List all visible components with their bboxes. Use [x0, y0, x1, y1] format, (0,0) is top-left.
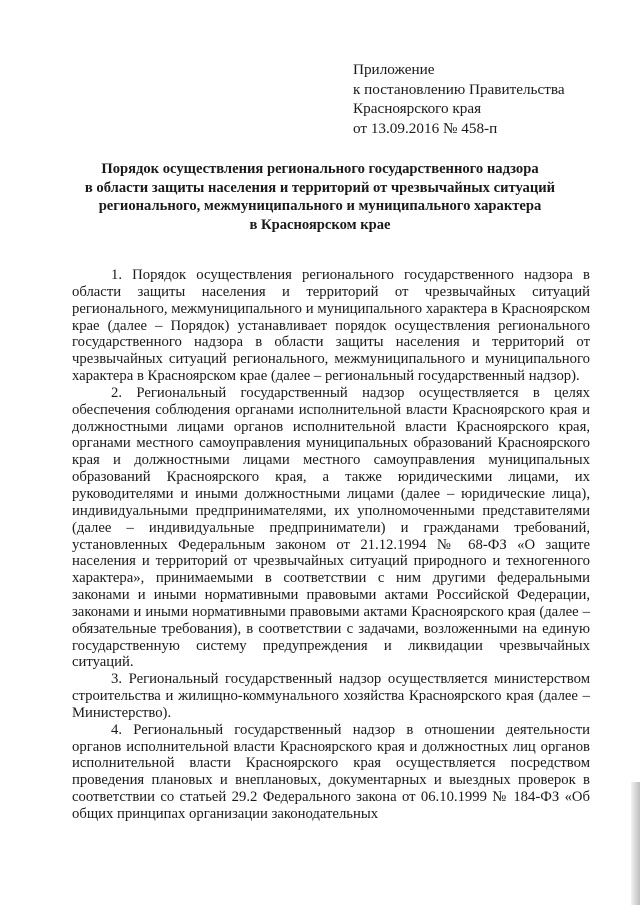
- paragraph-2: 2. Региональный государственный надзор осуществляется в целях обеспечения соблюдения органами исполнительной власти Красноярского края и должностными лицами органов исполнительной власти Красноярского края, органами местного самоуправления муниципальных образований Красноярского края и должностными лицами местного самоуправления муниципальных образований Красноярского края, а также юридическими лицами, их руководителями и иными должностными лицами (далее – юридические лица), индивидуальными предпринимателями, их уполномоченными представителями (далее – индивидуальные предприниматели) и гражданами требований, установленных Федеральным законом от 21.12.1994 № 68-ФЗ «О защите населения и территорий от чрезвычайных ситуаций природного и техногенного характера», принимаемыми в соответствии с ним другими федеральными законами и иными нормативными правовыми актами Российской Федерации, законами и иными нормативными правовыми актами Красноярского края (далее – обязательные требования), в соответствии с задачами, возложенными на единую государственную систему предупреждения и ликвидации чрезвычайных ситуаций.: [72, 384, 590, 671]
- scan-edge-shadow: [631, 782, 640, 905]
- appendix-line: от 13.09.2016 № 458-п: [353, 119, 498, 137]
- appendix-line: Приложение: [353, 61, 435, 78]
- document-body: [72, 267, 590, 823]
- document-title: [60, 160, 580, 234]
- paragraph-1: 1. Порядок осуществления регионального государственного надзора в области защиты населения и территорий от чрезвычайных ситуаций регионального, межмуниципального и муниципального характера в Красноярском крае (далее – Порядок) устанавливает порядок осуществления регионального государственного надзора в области защиты населения и территорий от чрезвычайных ситуаций регионального, межмуниципального и муниципального характера в Красноярском крае (далее – региональный государственный надзор).: [72, 267, 590, 385]
- title-line: Порядок осуществления регионального государственного надзора: [101, 161, 539, 177]
- title-line: в области защиты населения и территорий от чрезвычайных ситуаций: [84, 179, 556, 196]
- appendix-line: к постановлению Правительства: [353, 80, 565, 98]
- paragraph-3: 3. Региональный государственный надзор осуществляется министерством строительства и жилищно-коммунального хозяйства Красноярского края (далее – Министерство).: [72, 671, 590, 721]
- appendix-block: [353, 60, 565, 138]
- title-line: в Красноярском крае: [249, 216, 391, 233]
- appendix-line: Красноярского края: [353, 100, 482, 117]
- paragraph-4: 4. Региональный государственный надзор в отношении деятельности органов исполнительной власти Красноярского края и должностных лиц органов исполнительной власти Красноярского края осуществляется посредством проведения плановых и внеплановых, документарных и выездных проверок в соответствии со статьей 29.2 Федерального закона от 06.10.1999 № 184-ФЗ «Об общих принципах организации законодательных: [72, 721, 590, 822]
- title-line: регионального, межмуниципального и муниципального характера: [98, 198, 542, 214]
